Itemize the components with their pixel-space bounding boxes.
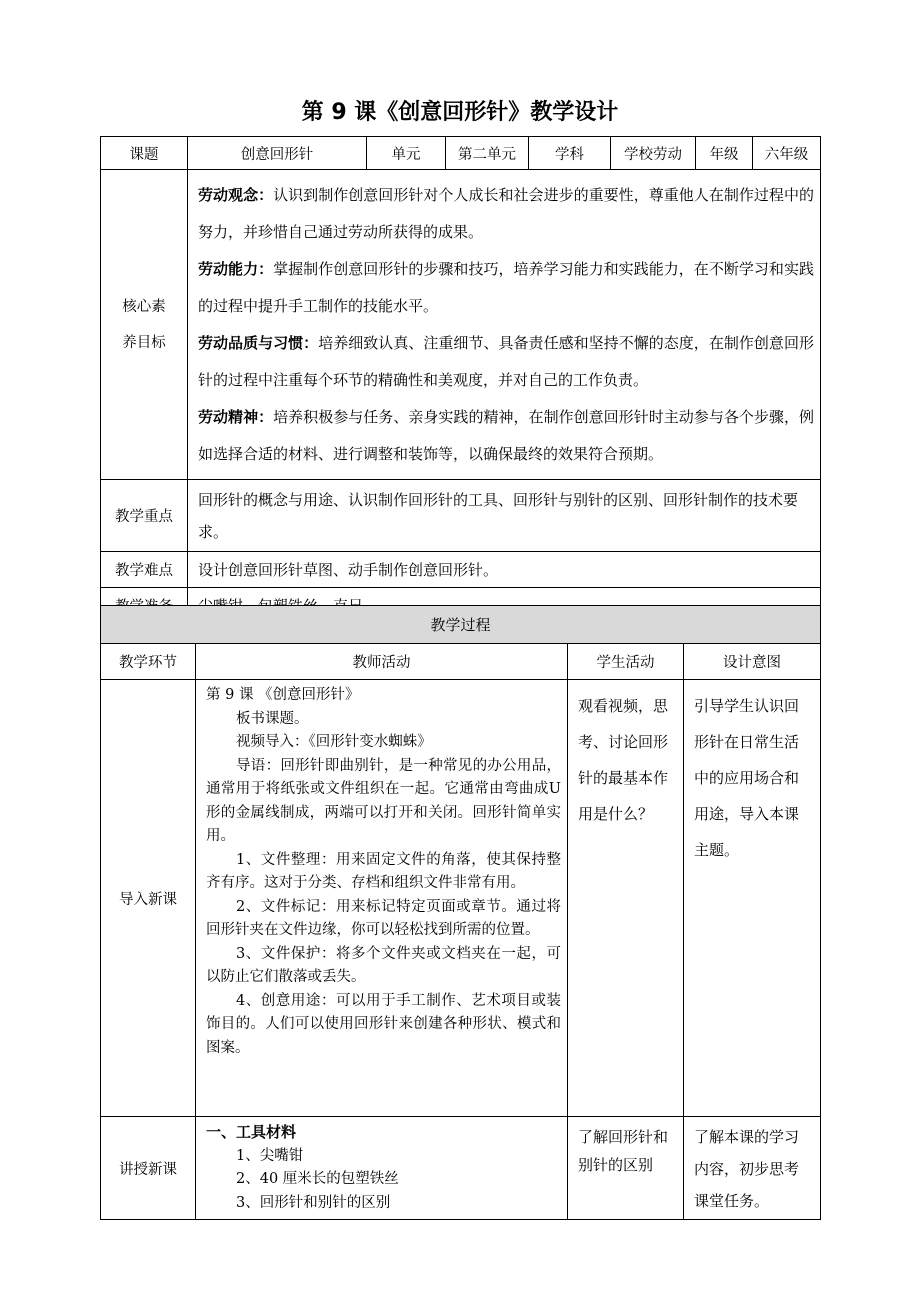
new-teacher-activity [196, 1117, 568, 1220]
topic-value: 创意回形针 [188, 137, 367, 170]
unit-value: 第二单元 [446, 137, 529, 170]
goals-label [101, 170, 188, 480]
teacher-line: 4、创意用途：可以用于手工制作、艺术项目或装饰目的。人们可以使用回形针来创建各种形状、模式和图案。 [206, 992, 561, 1056]
topic-label: 课题 [101, 137, 188, 170]
teacher-line: 3、文件保护：将多个文件夹或文档夹在一起，可以防止它们散落或丢失。 [206, 945, 561, 985]
subject-label: 学科 [529, 137, 611, 170]
difficulty-text: 设计创意回形针草图、动手制作创意回形针。 [188, 552, 821, 588]
subject-value: 学校劳动 [611, 137, 696, 170]
new-stage: 讲授新课 [101, 1117, 196, 1220]
process-section-title: 教学过程 [101, 606, 821, 644]
goal-item: 劳动能力：掌握制作创意回形针的步骤和技巧，培养学习能力和实践能力，在不断学习和实践的过程中提升手工制作的技能水平。 [198, 260, 814, 315]
teacher-line: 2、文件标记：用来标记特定页面或章节。通过将回形针夹在文件边缘，你可以轻松找到所需的位置。 [206, 898, 561, 938]
intro-lesson-heading: 第 9 课 《创意回形针》 [206, 687, 360, 703]
teacher-line: 导语：回形针即曲别针，是一种常见的办公用品，通常用于将纸张或文件组织在一起。它通常由弯曲成U形的金属线制成，两端可以打开和关闭。回形针简单实用。 [206, 757, 561, 844]
goal-item: 劳动精神：培养积极参与任务、亲身实践的精神，在制作创意回形针时主动参与各个步骤，例如选择合适的材料、进行调整和装饰等，以确保最终的效果符合预期。 [198, 408, 814, 463]
new-section-heading: 一、工具材料 [206, 1123, 297, 1141]
lesson-info-table [100, 136, 821, 624]
teacher-line: 3、回形针和别针的区别 [236, 1194, 391, 1211]
intro-student-activity: 观看视频，思考、讨论回形针的最基本作用是什么？ [568, 680, 684, 1117]
goals-label-line1: 核心素 [122, 298, 166, 315]
key-point-label: 教学重点 [101, 480, 188, 552]
intro-teacher-activity [196, 680, 568, 1117]
header-teacher: 教师活动 [196, 644, 568, 680]
intro-design-intent: 引导学生认识回形针在日常生活中的应用场合和用途，导入本课主题。 [684, 680, 821, 1117]
header-stage: 教学环节 [101, 644, 196, 680]
difficulty-label: 教学难点 [101, 552, 188, 588]
unit-label: 单元 [367, 137, 446, 170]
intro-stage: 导入新课 [101, 680, 196, 1117]
goals-content [188, 170, 821, 480]
process-table [100, 605, 821, 1220]
teacher-line: 1、尖嘴钳 [236, 1147, 304, 1164]
new-design-intent: 了解本课的学习内容，初步思考课堂任务。 [684, 1117, 821, 1220]
document-title: 第 9 课《创意回形针》教学设计 [301, 100, 619, 125]
teacher-line: 2、40 厘米长的包塑铁丝 [236, 1171, 399, 1187]
teacher-line: 视频导入：《回形针变水蜘蛛》 [236, 734, 432, 750]
header-intent: 设计意图 [684, 644, 821, 680]
teacher-line: 板书课题。 [236, 710, 309, 727]
goals-label-line2: 养目标 [122, 334, 166, 351]
goal-item: 劳动观念：认识到制作创意回形针对个人成长和社会进步的重要性，尊重他人在制作过程中的努力，并珍惜自己通过劳动所获得的成果。 [198, 186, 814, 241]
new-student-activity: 了解回形针和别针的区别 [568, 1117, 684, 1220]
goal-item: 劳动品质与习惯：培养细致认真、注重细节、具备责任感和坚持不懈的态度，在制作创意回形针的过程中注重每个环节的精确性和美观度，并对自己的工作负责。 [198, 334, 814, 389]
grade-value: 六年级 [753, 137, 821, 170]
header-student: 学生活动 [568, 644, 684, 680]
teacher-line: 1、文件整理：用来固定文件的角落，使其保持整齐有序。这对于分类、存档和组织文件非常有用。 [206, 851, 561, 891]
key-point-text: 回形针的概念与用途、认识制作回形针的工具、回形针与别针的区别、回形针制作的技术要求。 [188, 480, 821, 552]
grade-label: 年级 [696, 137, 753, 170]
